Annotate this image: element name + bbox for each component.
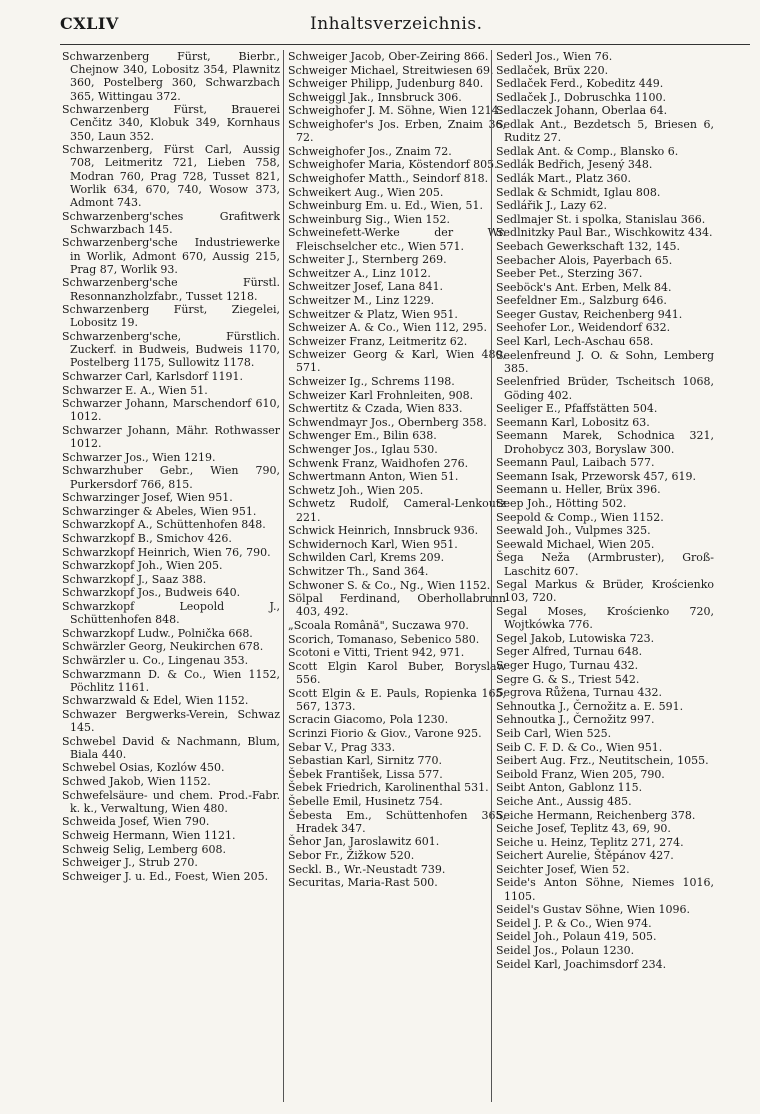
index-entry: Šehor Jan, Jaroslawitz 601. — [288, 835, 440, 849]
index-entry: Seib Carl, Wien 525. — [496, 726, 612, 740]
index-entry: Sedlaczek Johann, Oberlaa 64. — [496, 104, 668, 118]
index-entry: Seibert Aug. Frz., Neutitschein, 1055. — [496, 754, 709, 768]
index-entry: Schwenger Em., Bilin 638. — [288, 429, 437, 443]
index-entry: Seelenfried Brüder, Tscheitsch 1068, Göding 402. — [496, 375, 714, 402]
index-entry: Segre G. & S., Triest 542. — [496, 672, 640, 686]
index-entry: Sedlak Ant., Bezdetsch 5, Briesen 6, Ruditz 27. — [496, 117, 714, 145]
index-entry: Schwetz Rudolf, Cameral-Lenkoutz 221. — [288, 497, 506, 524]
index-entry: Schweighofer's Jos. Erben, Znaim 36, 72. — [288, 117, 506, 145]
index-entry: Schwertitz & Czada, Wien 833. — [288, 402, 463, 416]
index-entry: Schwarzenberg'sche Industriewerke in Worlik, Admont 670, Aussig 215, Prag 87, Worlik 93. — [62, 236, 280, 276]
index-entry: Schwebel David & Nachmann, Blum, Biala 440. — [62, 734, 280, 761]
index-entry: Schweitzer M., Linz 1229. — [288, 293, 435, 307]
index-entry: Schwarzkopf B., Smichov 426. — [62, 531, 232, 545]
index-entry: Schwarzenberg'sche Fürstl. Resonnanzholzfabr., Tusset 1218. — [62, 276, 280, 303]
index-entry: Schweighofer Maria, Köstendorf 805. — [288, 158, 498, 172]
index-entry: Sedlak & Schmidt, Iglau 808. — [496, 185, 661, 199]
index-entry: Seiche u. Heinz, Teplitz 271, 274. — [496, 835, 684, 849]
index-entry: Sölpal Ferdinand, Oberhollabrunn 403, 492. — [288, 592, 506, 619]
index-entry: Šega Neža (Armbruster), Groß-Laschitz 607. — [496, 551, 714, 578]
index-entry: Seewald Joh., Vulpmes 325. — [496, 524, 651, 538]
index-entry: Seewald Michael, Wien 205. — [496, 537, 655, 551]
index-entry: Schweig Selig, Lemberg 608. — [62, 842, 226, 856]
index-entry: Schweighofer Matth., Seindorf 818. — [288, 171, 489, 185]
index-entry: Schweiger Jacob, Ober-Zeiring 866. — [288, 50, 489, 63]
index-entry: Schwarzkopf Joh., Wien 205. — [62, 559, 223, 573]
index-entry: Schwebel Osias, Kozlów 450. — [62, 761, 225, 775]
index-entry: Šebelle Emil, Husinetz 754. — [288, 794, 443, 808]
index-entry: Schwarzkopf A., Schüttenhofen 848. — [62, 518, 266, 532]
index-entry: Segal Moses, Krościenko 720, Wojtkówka 776. — [496, 605, 714, 632]
index-entry: Schwenger Jos., Iglau 530. — [288, 443, 438, 457]
index-entry: Schwarzenberg, Fürst Carl, Aussig 708, Leitmeritz 721, Lieben 758, Modran 760, Prag 728, Tusset 821, Worlik 634, 670, 740, Wosow 373, Admont 743. — [62, 143, 280, 210]
index-entry: Seiche Ant., Aussig 485. — [496, 794, 632, 808]
index-entry: Seidel's Gustav Söhne, Wien 1096. — [496, 903, 691, 917]
index-entry: Schweizer Georg & Karl, Wien 480, 571. — [288, 348, 506, 375]
index-entry: Schwitzer Th., Sand 364. — [288, 565, 429, 578]
index-entry: Šebek Friedrich, Karolinenthal 531. — [288, 781, 489, 795]
index-entry: Schweikert Aug., Wien 205. — [288, 185, 444, 199]
index-entry: Seibt Anton, Gablonz 115. — [496, 781, 643, 795]
index-entry: Seeger Gustav, Reichenberg 941. — [496, 307, 683, 321]
index-entry: Scracin Giacomo, Pola 1230. — [288, 713, 449, 727]
index-entry: Seebach Gewerkschaft 132, 145. — [496, 239, 680, 253]
column-divider — [491, 50, 492, 1102]
index-entry: Schweitzer & Platz, Wien 951. — [288, 307, 458, 321]
index-entry: Schwertmann Anton, Wien 51. — [288, 470, 459, 484]
index-entry: Sedlaček Ferd., Kobeditz 449. — [496, 77, 664, 91]
index-entry: Schweinefett-Werke der Wr. Fleischselcher etc., Wien 571. — [288, 226, 506, 253]
index-entry: Seiche Hermann, Reichenberg 378. — [496, 808, 696, 822]
index-entry: Seidel Karl, Joachimsdorf 234. — [496, 957, 667, 971]
index-entry: Scott Elgin & E. Pauls, Ropienka 165, 567, 1373. — [288, 686, 506, 713]
index-column-2 — [288, 50, 506, 1100]
index-column-3 — [496, 50, 714, 1100]
index-entry: Seemann Marek, Schodnica 321, Drohobycz 303, Boryslaw 300. — [496, 429, 714, 456]
index-entry: Schwarzenberg'sche, Fürstlich. Zuckerf. in Budweis, Budweis 1170, Postelberg 1175, Sullowitz 1178. — [62, 330, 280, 370]
index-entry: Schwarzmann D. & Co., Wien 1152, Pöchlitz 1161. — [62, 667, 280, 694]
index-entry: Schweiter J., Sternberg 269. — [288, 253, 447, 267]
index-entry: „Scoala Română", Suczawa 970. — [288, 618, 469, 632]
index-entry: Seichter Josef, Wien 52. — [496, 862, 630, 876]
index-entry: Segal Markus & Brüder, Krościenko 103, 720. — [496, 578, 714, 605]
index-entry: Schweinburg Em. u. Ed., Wien, 51. — [288, 199, 484, 213]
index-entry: Šebesta Em., Schüttenhofen 365, Hradek 347. — [288, 808, 506, 835]
index-entry: Segrova Růžena, Turnau 432. — [496, 686, 662, 700]
index-entry: Scotoni e Vitti, Trient 942, 971. — [288, 646, 465, 660]
index-entry: Seger Alfred, Turnau 648. — [496, 645, 643, 659]
index-entry: Schweiger J. u. Ed., Foest, Wien 205. — [62, 869, 269, 883]
index-entry: Seel Karl, Lech-Aschau 658. — [496, 335, 654, 349]
index-entry: Sehnoutka J., Černožitz 997. — [496, 713, 655, 727]
index-entry: Schwendmayr Jos., Obernberg 358. — [288, 415, 487, 429]
index-entry: Schwarzenberg Fürst, Brauerei Cenčitz 340, Klobuk 349, Kornhaus 350, Laun 352. — [62, 103, 280, 143]
index-entry: Seemann u. Heller, Brüx 396. — [496, 483, 661, 497]
index-entry: Sedlák Mart., Platz 360. — [496, 171, 631, 185]
index-entry: Schwarzer E. A., Wien 51. — [62, 383, 208, 397]
index-entry: Schwarzinger Josef, Wien 951. — [62, 491, 233, 505]
index-entry: Schwarzinger & Abeles, Wien 951. — [62, 504, 257, 518]
index-entry: Schwarzkopf Leopold J., Schüttenhofen 848. — [62, 599, 280, 627]
index-entry: Sedlaček, Brüx 220. — [496, 63, 609, 77]
index-entry: Schweitzer A., Linz 1012. — [288, 266, 431, 280]
index-entry: Schwarzkopf Jos., Budweis 640. — [62, 586, 241, 600]
index-entry: Seebacher Alois, Payerbach 65. — [496, 253, 673, 267]
index-entry: Seelenfreund J. O. & Sohn, Lemberg 385. — [496, 348, 714, 375]
index-entry: Securitas, Maria-Rast 500. — [288, 876, 438, 890]
index-entry: Sederl Jos., Wien 76. — [496, 50, 613, 63]
index-entry: Seemann Paul, Laibach 577. — [496, 456, 655, 470]
index-entry: Schwoner S. & Co., Ng., Wien 1152. — [288, 578, 491, 592]
index-entry: Sebar V., Prag 333. — [288, 740, 396, 754]
index-entry: Seefeldner Em., Salzburg 646. — [496, 294, 667, 308]
index-entry: Schweida Josef, Wien 790. — [62, 815, 210, 829]
index-entry: Schwarzkopf J., Saaz 388. — [62, 572, 207, 586]
index-entry: Schwenk Franz, Waidhofen 276. — [288, 456, 469, 470]
page-title: Inhaltsverzeichnis. — [310, 14, 483, 34]
index-entry: Schwärzler Georg, Neukirchen 678. — [62, 640, 264, 654]
index-entry: Schweizer Franz, Leitmeritz 62. — [288, 334, 468, 348]
index-entry: Sedlářik J., Lazy 62. — [496, 199, 608, 213]
index-entry: Scott Elgin Karol Buber, Boryslaw 556. — [288, 659, 506, 686]
index-entry: Schwetz Joh., Wien 205. — [288, 483, 424, 497]
index-entry: Seidel J. P. & Co., Wien 974. — [496, 916, 652, 930]
index-entry: Schwarzer Johann, Mähr. Rothwasser 1012. — [62, 423, 280, 451]
index-entry: Schweig Hermann, Wien 1121. — [62, 829, 236, 843]
index-entry: Schwarzkopf Heinrich, Wien 76, 790. — [62, 545, 271, 559]
index-entry: Schwarzkopf Ludw., Polnička 668. — [62, 626, 253, 640]
index-entry: Schwarzer Johann, Marschendorf 610, 1012. — [62, 397, 280, 424]
index-entry: Sedlmajer St. i spolka, Stanislau 366. — [496, 212, 706, 226]
index-entry: Schwarzenberg Fürst, Bierbr., Chejnow 340, Lobositz 354, Plawnitz 360, Postelberg 360, Schwarzbach 365, Wittingau 372. — [62, 50, 280, 103]
index-entry: Seibold Franz, Wien 205, 790. — [496, 767, 665, 781]
index-entry: Seepold & Comp., Wien 1152. — [496, 510, 664, 524]
index-entry: Sehnoutka J., Černožitz a. E. 591. — [496, 699, 684, 713]
index-entry: Seger Hugo, Turnau 432. — [496, 658, 639, 672]
index-entry: Scorich, Tomanaso, Sebenico 580. — [288, 632, 480, 646]
index-entry: Schweitzer Josef, Lana 841. — [288, 280, 444, 294]
index-entry: Schweighofer J. M. Söhne, Wien 1214. — [288, 104, 503, 118]
column-divider — [283, 50, 284, 1102]
index-entry: Seib C. F. D. & Co., Wien 951. — [496, 740, 663, 754]
index-entry: Seiche Josef, Teplitz 43, 69, 90. — [496, 822, 671, 836]
index-entry: Seckl. B., Wr.-Neustadt 739. — [288, 862, 446, 876]
index-entry: Schweiger J., Strub 270. — [62, 856, 198, 870]
index-entry: Schwick Heinrich, Innsbruck 936. — [288, 524, 479, 538]
index-entry: Schwarzer Jos., Wien 1219. — [62, 450, 216, 464]
index-entry: Sebastian Karl, Sirnitz 770. — [288, 754, 443, 768]
index-entry: Seichert Aurelie, Štěpánov 427. — [496, 849, 674, 863]
index-entry: Seidel Joh., Polaun 419, 505. — [496, 930, 657, 944]
index-entry: Seep Joh., Hötting 502. — [496, 497, 627, 511]
index-entry: Schwed Jakob, Wien 1152. — [62, 775, 211, 789]
index-entry: Seemann Karl, Lobositz 63. — [496, 415, 650, 429]
index-entry: Scrinzi Fiorio & Giov., Varone 925. — [288, 726, 482, 740]
index-entry: Seeböck's Ant. Erben, Melk 84. — [496, 280, 672, 294]
index-entry: Seide's Anton Söhne, Niemes 1016, 1105. — [496, 876, 714, 903]
index-entry: Seeber Pet., Sterzing 367. — [496, 267, 643, 281]
index-entry: Schwärzler u. Co., Lingenau 353. — [62, 653, 249, 667]
index-entry: Schweizer A. & Co., Wien 112, 295. — [288, 321, 488, 335]
index-entry: Šebek František, Lissa 577. — [288, 767, 443, 781]
index-column-1 — [62, 50, 280, 1100]
index-entry: Schwarzenberg Fürst, Ziegelei, Lobositz 19. — [62, 303, 280, 330]
index-entry: Schweizer Ig., Schrems 1198. — [288, 375, 455, 389]
index-entry: Sedlnitzky Paul Bar., Wischkowitz 434. — [496, 226, 713, 240]
index-entry: Schweinburg Sig., Wien 152. — [288, 212, 451, 226]
index-entry: Schwarzenberg'sches Grafitwerk Schwarzbach 145. — [62, 209, 280, 236]
index-entry: Sedlaček J., Dobruschka 1100. — [496, 90, 666, 104]
index-entry: Schweiger Philipp, Judenburg 840. — [288, 77, 484, 91]
page-number: CXLIV — [60, 14, 119, 33]
index-entry: Seeliger E., Pfaffstätten 504. — [496, 402, 658, 416]
index-entry: Schweighofer Jos., Znaim 72. — [288, 144, 452, 158]
index-entry: Seidel Jos., Polaun 1230. — [496, 944, 635, 958]
index-entry: Schwilden Carl, Krems 209. — [288, 551, 445, 565]
index-entry: Sedlak Ant. & Comp., Blansko 6. — [496, 144, 679, 158]
index-entry: Seehofer Lor., Weidendorf 632. — [496, 321, 671, 335]
index-entry: Schwefelsäure- und chem. Prod.-Fabr. k. k., Verwaltung, Wien 480. — [62, 788, 280, 815]
page-header — [60, 14, 750, 38]
index-entry: Schwarzer Carl, Karlsdorf 1191. — [62, 370, 243, 383]
index-entry: Schwarzhuber Gebr., Wien 790, Purkersdorf 766, 815. — [62, 464, 280, 491]
index-entry: Schwidernoch Karl, Wien 951. — [288, 537, 458, 551]
index-entry: Schweiger Michael, Streitwiesen 69. — [288, 63, 494, 77]
index-entry: Schwarzwald & Edel, Wien 1152. — [62, 694, 249, 708]
index-entry: Sebor Fr., Žižkow 520. — [288, 848, 415, 862]
index-entry: Schweiggl Jak., Innsbruck 306. — [288, 90, 462, 104]
header-rule — [60, 44, 750, 45]
index-entry: Schweizer Karl Frohnleiten, 908. — [288, 388, 474, 402]
index-entry: Sedlák Bedřich, Jesený 348. — [496, 158, 653, 172]
index-entry: Schwazer Bergwerks-Verein, Schwaz 145. — [62, 707, 280, 735]
index-entry: Segel Jakob, Lutowiska 723. — [496, 631, 655, 645]
index-entry: Seemann Isak, Przeworsk 457, 619. — [496, 469, 696, 483]
